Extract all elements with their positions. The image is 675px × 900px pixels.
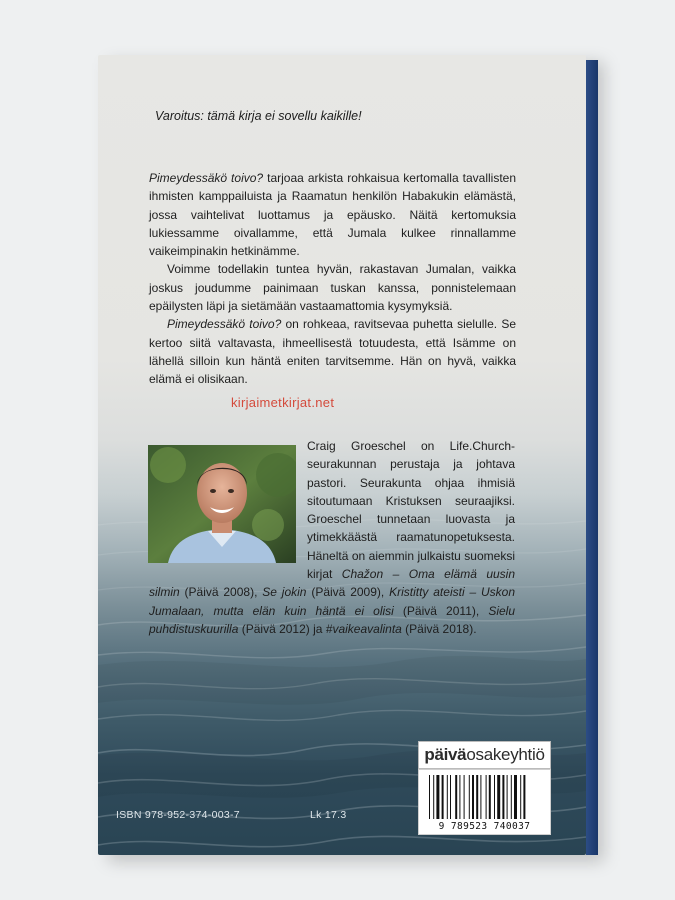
blurb-text-1: tarjoaa arkista rohkaisua kertomalla tavallisten ihmisten kamppailuista ja Raamatun henkilön Habakukin elämästä, jossa vaihtelivat luottamus ja epäusko. Näitä kertomuksia lukiessamme oivallamme, että Jumala kulkee rinnallamme vaikeimpinakin hetkinämme. [149, 171, 517, 259]
book-ref: Se jokin [262, 585, 307, 600]
book-title: Pimeydessäkö toivo? [167, 317, 282, 332]
blurb-paragraph-1 [149, 169, 516, 260]
blurb-paragraph-3 [149, 315, 516, 388]
book-ref: Kristitty ateisti – Uskon Jumalaan, mutta elän kuin häntä ei olisi [149, 585, 515, 618]
blurb-text-3: on rohkeaa, ravitsevaa puhetta sielulle. Se kertoo siitä valtavasta, ihmeellisestä totuudesta, että Isämme on lähellä silloin kun häntä eniten tarvitsemme. Hän on hyvä, vaikka elämä ei olisikaan. [149, 317, 516, 387]
author-bio-text: (Päivä 2018). [401, 621, 477, 636]
book-ref: Chažon – Oma elämä uusin silmin [149, 567, 516, 600]
author-bio-text: (Päivä 2012) ja [238, 621, 326, 636]
book-ref: Sielu puhdistuskuurilla [149, 603, 515, 636]
author-bio-text: (Päivä 2011), [393, 603, 489, 618]
barcode-bars [419, 773, 550, 823]
warning-text: Varoitus: tämä kirja ei sovellu kaikille! [155, 109, 362, 123]
blurb-text-2: Voimme todellakin tuntea hyvän, rakastavan Jumalan, vaikka joskus joudumme painimaan tuskan kanssa, ponnistelemaan epäilysten läpi ja sietämään vastaamattomia kysymyksiä. [149, 262, 516, 314]
author-bio-text: Craig Groeschel on Life.Church-seurakunnan perustaja ja johtava pastori. Seurakunta ohjaa ihmisiä sitoutumaan Kristuksen seuraajiksi. Groeschel tunnetaan luovasta ja ytimekkäästä raamatunopetuksesta. Häneltä on aiemmin julkaistu suomeksi kirjat [307, 439, 515, 582]
author-bio-text: (Päivä 2008), [179, 585, 263, 600]
book-spine [586, 60, 598, 855]
barcode [418, 769, 551, 835]
book-title: Pimeydessäkö toivo? [149, 171, 264, 185]
publisher-name-rest: osakeyhtiö [466, 745, 545, 764]
publisher-logo [418, 741, 551, 769]
book-back-cover [98, 55, 586, 855]
barcode-digits: 9 789523 740037 [438, 821, 531, 832]
watermark: kirjaimetkirjat.net [231, 395, 335, 410]
classification-code: Lk 17.3 [310, 809, 347, 821]
author-bio [149, 437, 515, 638]
publisher-name-bold: päivä [424, 745, 467, 764]
book-ref: #vaikeavalinta [325, 621, 402, 636]
isbn: ISBN 978-952-374-003-7 [116, 809, 240, 821]
blurb-paragraph-2 [149, 260, 516, 315]
blurb [149, 169, 516, 389]
author-bio-text: (Päivä 2009), [306, 585, 390, 600]
